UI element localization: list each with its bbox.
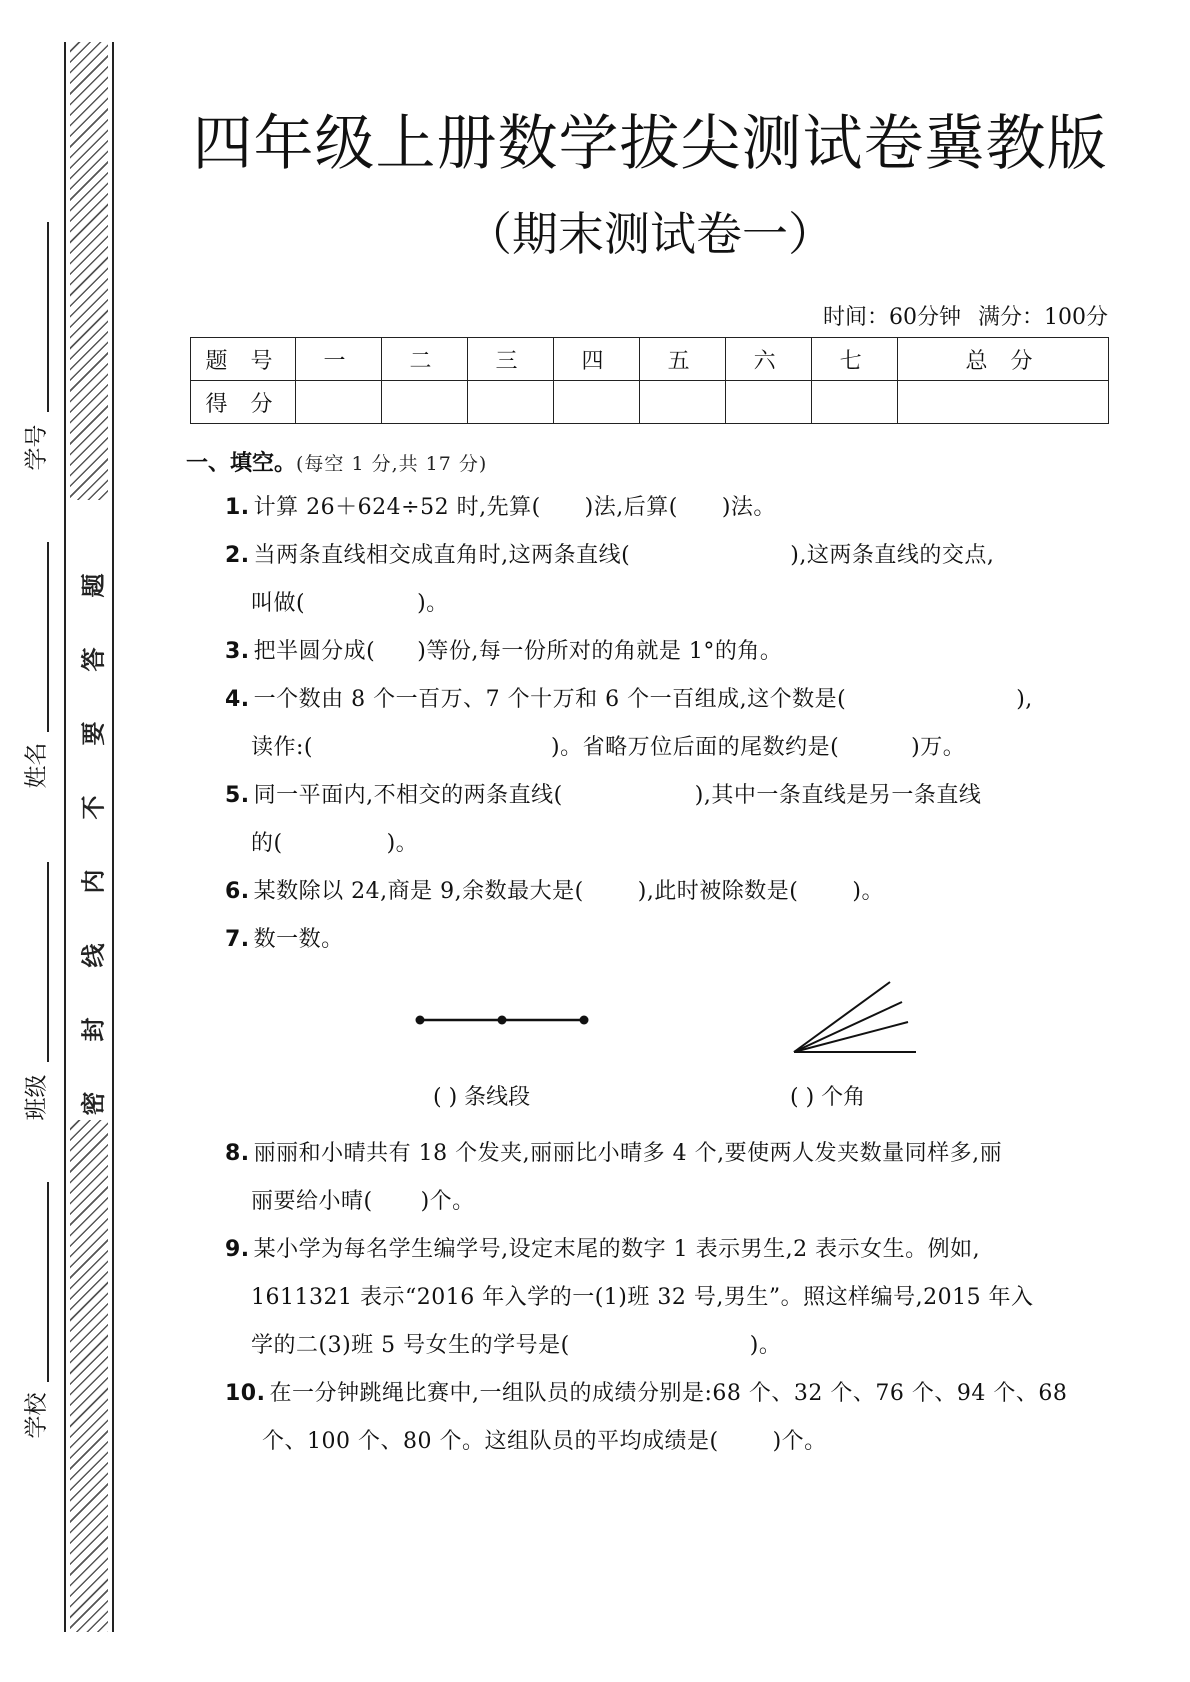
seal-char: 答 [79,647,108,672]
question-number: 3. [225,639,250,664]
question-10 [225,1376,1067,1407]
angle-caption: ( ) 个角 [790,1085,866,1110]
question-text: 1611321 表示“2016 年入学的一(1)班 32 号,男生”。照这样编号,2015 年入 [251,1285,1034,1310]
question-text: 叫做( [251,591,306,616]
question-number: 7. [225,927,250,952]
question-text: ),这两条直线的交点, [790,543,995,568]
score-input-cell[interactable] [296,381,382,424]
segment-point [416,1016,425,1025]
score-header-cell: 三 [468,338,554,381]
question-7 [225,922,344,953]
score-input-cell[interactable] [468,381,554,424]
question-number: 8. [225,1141,250,1166]
class-line[interactable] [47,862,49,1062]
question-number: 1. [225,495,250,520]
question-text: 数一数。 [253,927,344,952]
question-text: 丽丽和小晴共有 18 个发夹,丽丽比小晴多 4 个,要使两人发夹数量同样多,丽 [253,1141,1003,1166]
student-id-line[interactable] [47,222,49,412]
score-header-cell: 二 [382,338,468,381]
question-text: ), [1016,687,1033,712]
student-name-line[interactable] [47,542,49,732]
class-label: 班级 [23,1074,50,1121]
question-text: 学的二(3)班 5 号女生的学号是( [251,1333,570,1358]
binding-hatch-bottom [70,1120,108,1632]
question-number: 4. [225,687,250,712]
score-table-header-row [191,338,1109,381]
section-heading [186,446,487,477]
question-text: )万。 [911,735,966,760]
question-text: 在一分钟跳绳比赛中,一组队员的成绩分别是:68 个、32 个、76 个、94 个、68 [269,1381,1068,1406]
score-header-cell: 题 号 [191,338,296,381]
question-text: ),其中一条直线是另一条直线 [694,783,982,808]
angle-ray [794,982,890,1052]
question-text: )。 [749,1333,782,1358]
angle-figure [790,978,920,1058]
question-text: )法。 [721,495,776,520]
seal-char: 封 [79,1017,108,1042]
question-number: 5. [225,783,250,808]
score-input-cell[interactable] [382,381,468,424]
section-title: 一、填空。 [186,451,297,476]
school-label: 学校 [23,1392,50,1439]
student-name-label: 姓名 [23,742,50,789]
exam-time: 时间：60分钟 [823,305,961,330]
question-text: 同一平面内,不相交的两条直线( [253,783,563,808]
score-table [190,337,1109,424]
binding-border-outer [64,42,66,1632]
question-5 [225,778,981,809]
score-input-cell[interactable] [812,381,898,424]
question-6 [225,874,884,905]
score-input-cell[interactable] [726,381,812,424]
score-input-cell[interactable] [554,381,640,424]
question-8 [225,1136,1002,1167]
score-input-cell[interactable] [898,381,1109,424]
question-text: 某小学为每名学生编学号,设定末尾的数字 1 表示男生,2 表示女生。例如, [253,1237,981,1262]
question-8-cont [251,1184,475,1215]
question-10-cont [262,1424,827,1455]
score-header-cell: 四 [554,338,640,381]
seal-char: 内 [79,869,108,894]
section-note: (每空 1 分,共 17 分) [296,453,488,475]
question-text: 个、100 个、80 个。这组队员的平均成绩是( [262,1429,719,1454]
question-number: 10. [225,1381,266,1406]
segment-caption: ( ) 条线段 [433,1085,531,1110]
question-1 [225,490,776,521]
question-text: )法,后算( [584,495,678,520]
question-text: 把半圆分成( [253,639,376,664]
student-id-label: 学号 [23,424,50,471]
page-subtitle: （期末测试卷一） [466,207,834,261]
line-segment-figure [410,1000,600,1040]
school-line[interactable] [47,1182,49,1382]
seal-char: 题 [79,573,108,598]
question-text: )。省略万位后面的尾数约是( [551,735,840,760]
question-2 [225,538,994,569]
question-text: )个。 [420,1189,475,1214]
score-table-score-row [191,381,1109,424]
seal-char: 线 [79,943,108,968]
question-text: )。 [417,591,449,616]
seal-char: 不 [79,795,108,820]
segment-point [498,1016,507,1025]
question-text: ),此时被除数是( [637,879,799,904]
question-text: )个。 [772,1429,827,1454]
question-text: 的( [251,831,283,856]
score-header-cell: 总 分 [898,338,1109,381]
question-9 [225,1232,980,1263]
question-number: 9. [225,1237,250,1262]
score-input-cell[interactable] [640,381,726,424]
question-number: 6. [225,879,250,904]
question-5-cont [251,826,418,857]
segment-point [580,1016,589,1025]
question-text: 丽要给小晴( [251,1189,373,1214]
question-3 [225,634,782,665]
question-4-cont [251,730,965,761]
question-text: 读作:( [251,735,313,760]
question-text: )。 [852,879,884,904]
page-title: 四年级上册数学拔尖测试卷冀教版 [192,109,1108,179]
question-text: 当两条直线相交成直角时,这两条直线( [253,543,631,568]
binding-hatch-top [70,42,108,500]
question-number: 2. [225,543,250,568]
question-9-cont2 [251,1328,781,1359]
score-header-cell: 六 [726,338,812,381]
score-header-cell: 五 [640,338,726,381]
question-4 [225,682,1033,713]
seal-char: 密 [79,1091,108,1116]
question-9-cont [251,1280,1034,1311]
exam-full-score: 满分：100分 [978,305,1108,330]
exam-meta [813,300,1108,331]
binding-border-inner [112,42,114,1632]
question-text: 一个数由 8 个一百万、7 个十万和 6 个一百组成,这个数是( [253,687,847,712]
seal-char: 要 [79,721,108,746]
question-text: 计算 26＋624÷52 时,先算( [253,495,541,520]
score-row-label: 得 分 [191,381,296,424]
question-2-cont [251,586,449,617]
question-text: )等份,每一份所对的角就是 1°的角。 [417,639,783,664]
question-text: 某数除以 24,商是 9,余数最大是( [253,879,584,904]
score-header-cell: 一 [296,338,382,381]
question-text: )。 [386,831,419,856]
score-header-cell: 七 [812,338,898,381]
